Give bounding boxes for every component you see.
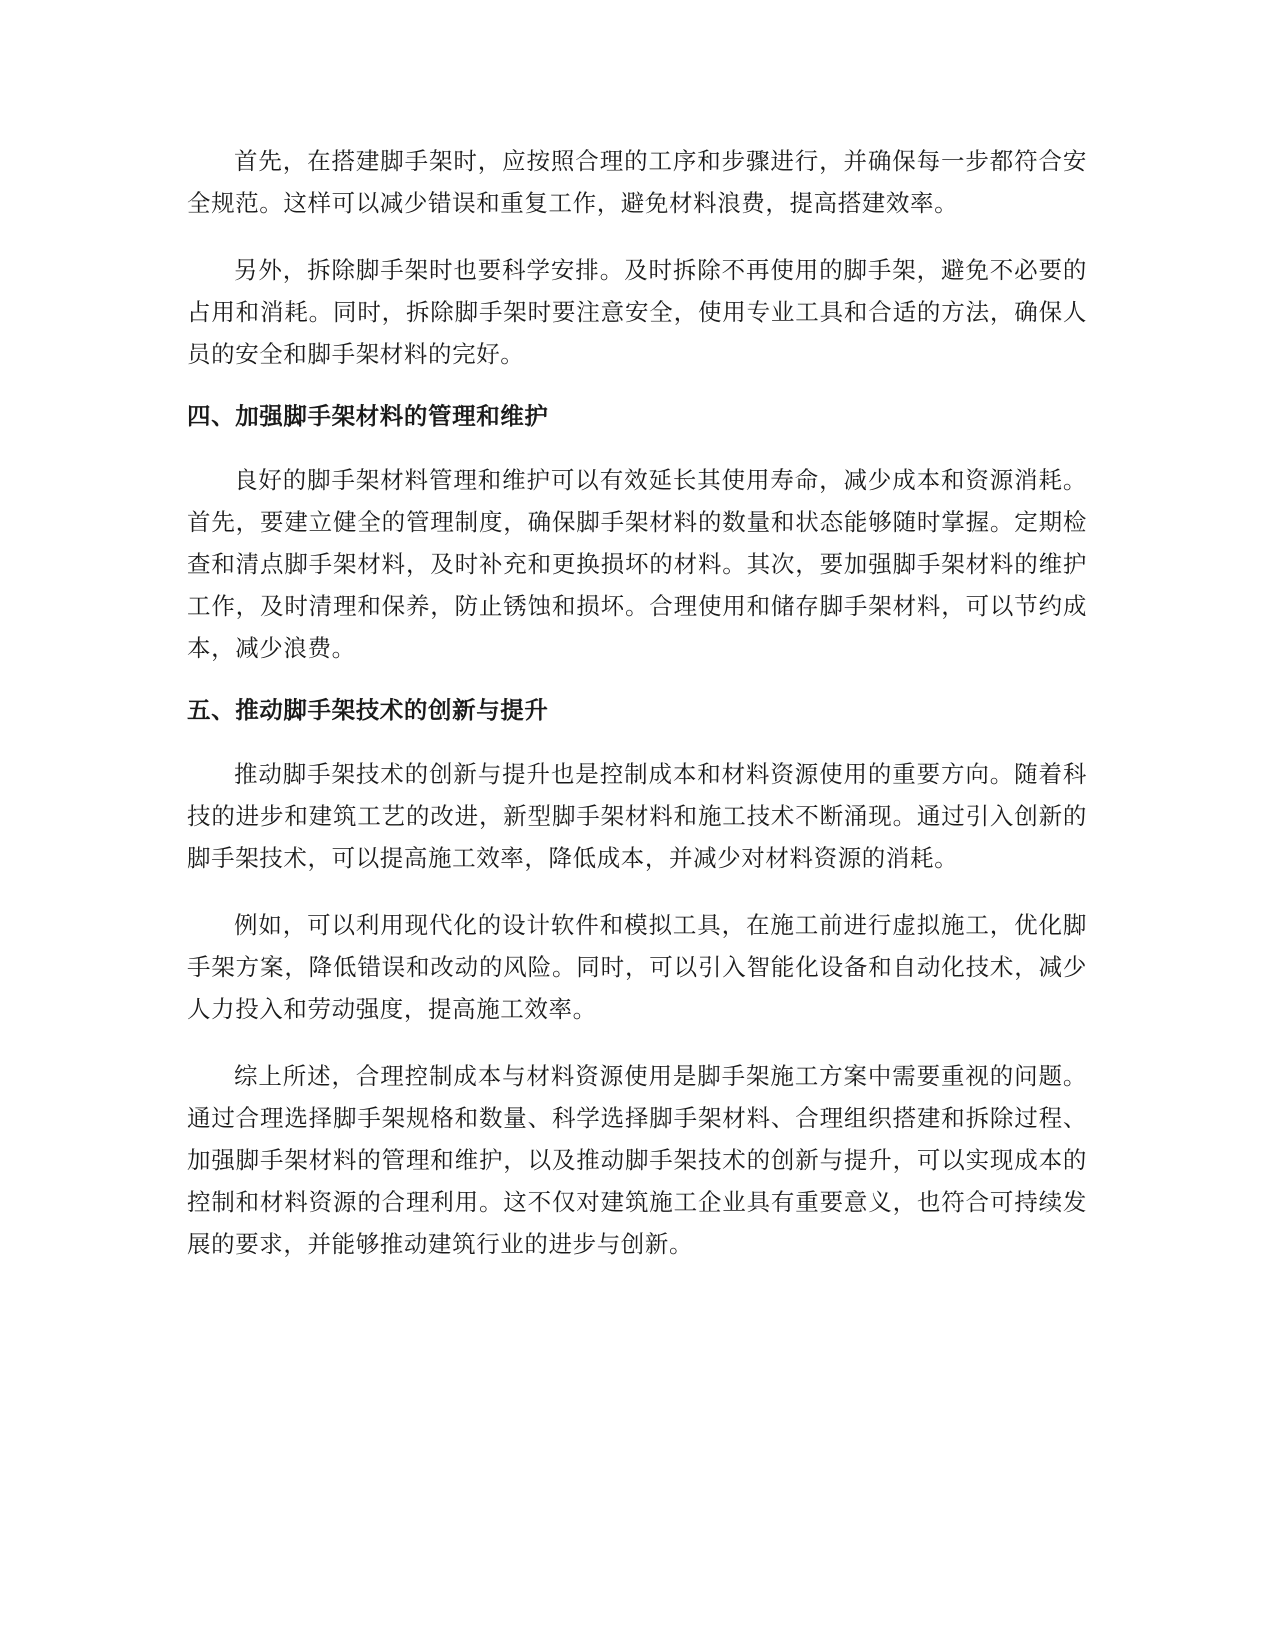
section-heading-material-management: 四、加强脚手架材料的管理和维护 — [187, 402, 549, 430]
paragraph-dismantling: 另外，拆除脚手架时也要科学安排。及时拆除不再使用的脚手架，避免不必要的占用和消耗。同时，拆除脚手架时要注意安全，使用专业工具和合适的方法，确保人员的安全和脚手架材料的完好。 — [187, 256, 1087, 368]
paragraph-examples: 例如，可以利用现代化的设计软件和模拟工具，在施工前进行虚拟施工，优化脚手架方案，降低错误和改动的风险。同时，可以引入智能化设备和自动化技术，减少人力投入和劳动强度，提高施工效率。 — [187, 911, 1087, 1023]
paragraph-technology-innovation: 推动脚手架技术的创新与提升也是控制成本和材料资源使用的重要方向。随着科技的进步和建筑工艺的改进，新型脚手架材料和施工技术不断涌现。通过引入创新的脚手架技术，可以提高施工效率，降低成本，并减少对材料资源的消耗。 — [187, 760, 1087, 872]
paragraph-material-management: 良好的脚手架材料管理和维护可以有效延长其使用寿命，减少成本和资源消耗。首先，要建立健全的管理制度，确保脚手架材料的数量和状态能够随时掌握。定期检查和清点脚手架材料，及时补充和更换损坏的材料。其次，要加强脚手架材料的维护工作，及时清理和保养，防止锈蚀和损坏。合理使用和储存脚手架材料，可以节约成本，减少浪费。 — [187, 466, 1087, 662]
section-heading-technology-innovation: 五、推动脚手架技术的创新与提升 — [187, 696, 549, 724]
document-body — [187, 140, 1087, 1290]
paragraph-construction-sequence: 首先，在搭建脚手架时，应按照合理的工序和步骤进行，并确保每一步都符合安全规范。这样可以减少错误和重复工作，避免材料浪费，提高搭建效率。 — [187, 147, 1087, 217]
paragraph-conclusion: 综上所述，合理控制成本与材料资源使用是脚手架施工方案中需要重视的问题。通过合理选择脚手架规格和数量、科学选择脚手架材料、合理组织搭建和拆除过程、加强脚手架材料的管理和维护，以及推动脚手架技术的创新与提升，可以实现成本的控制和材料资源的合理利用。这不仅对建筑施工企业具有重要意义，也符合可持续发展的要求，并能够推动建筑行业的进步与创新。 — [187, 1062, 1087, 1258]
